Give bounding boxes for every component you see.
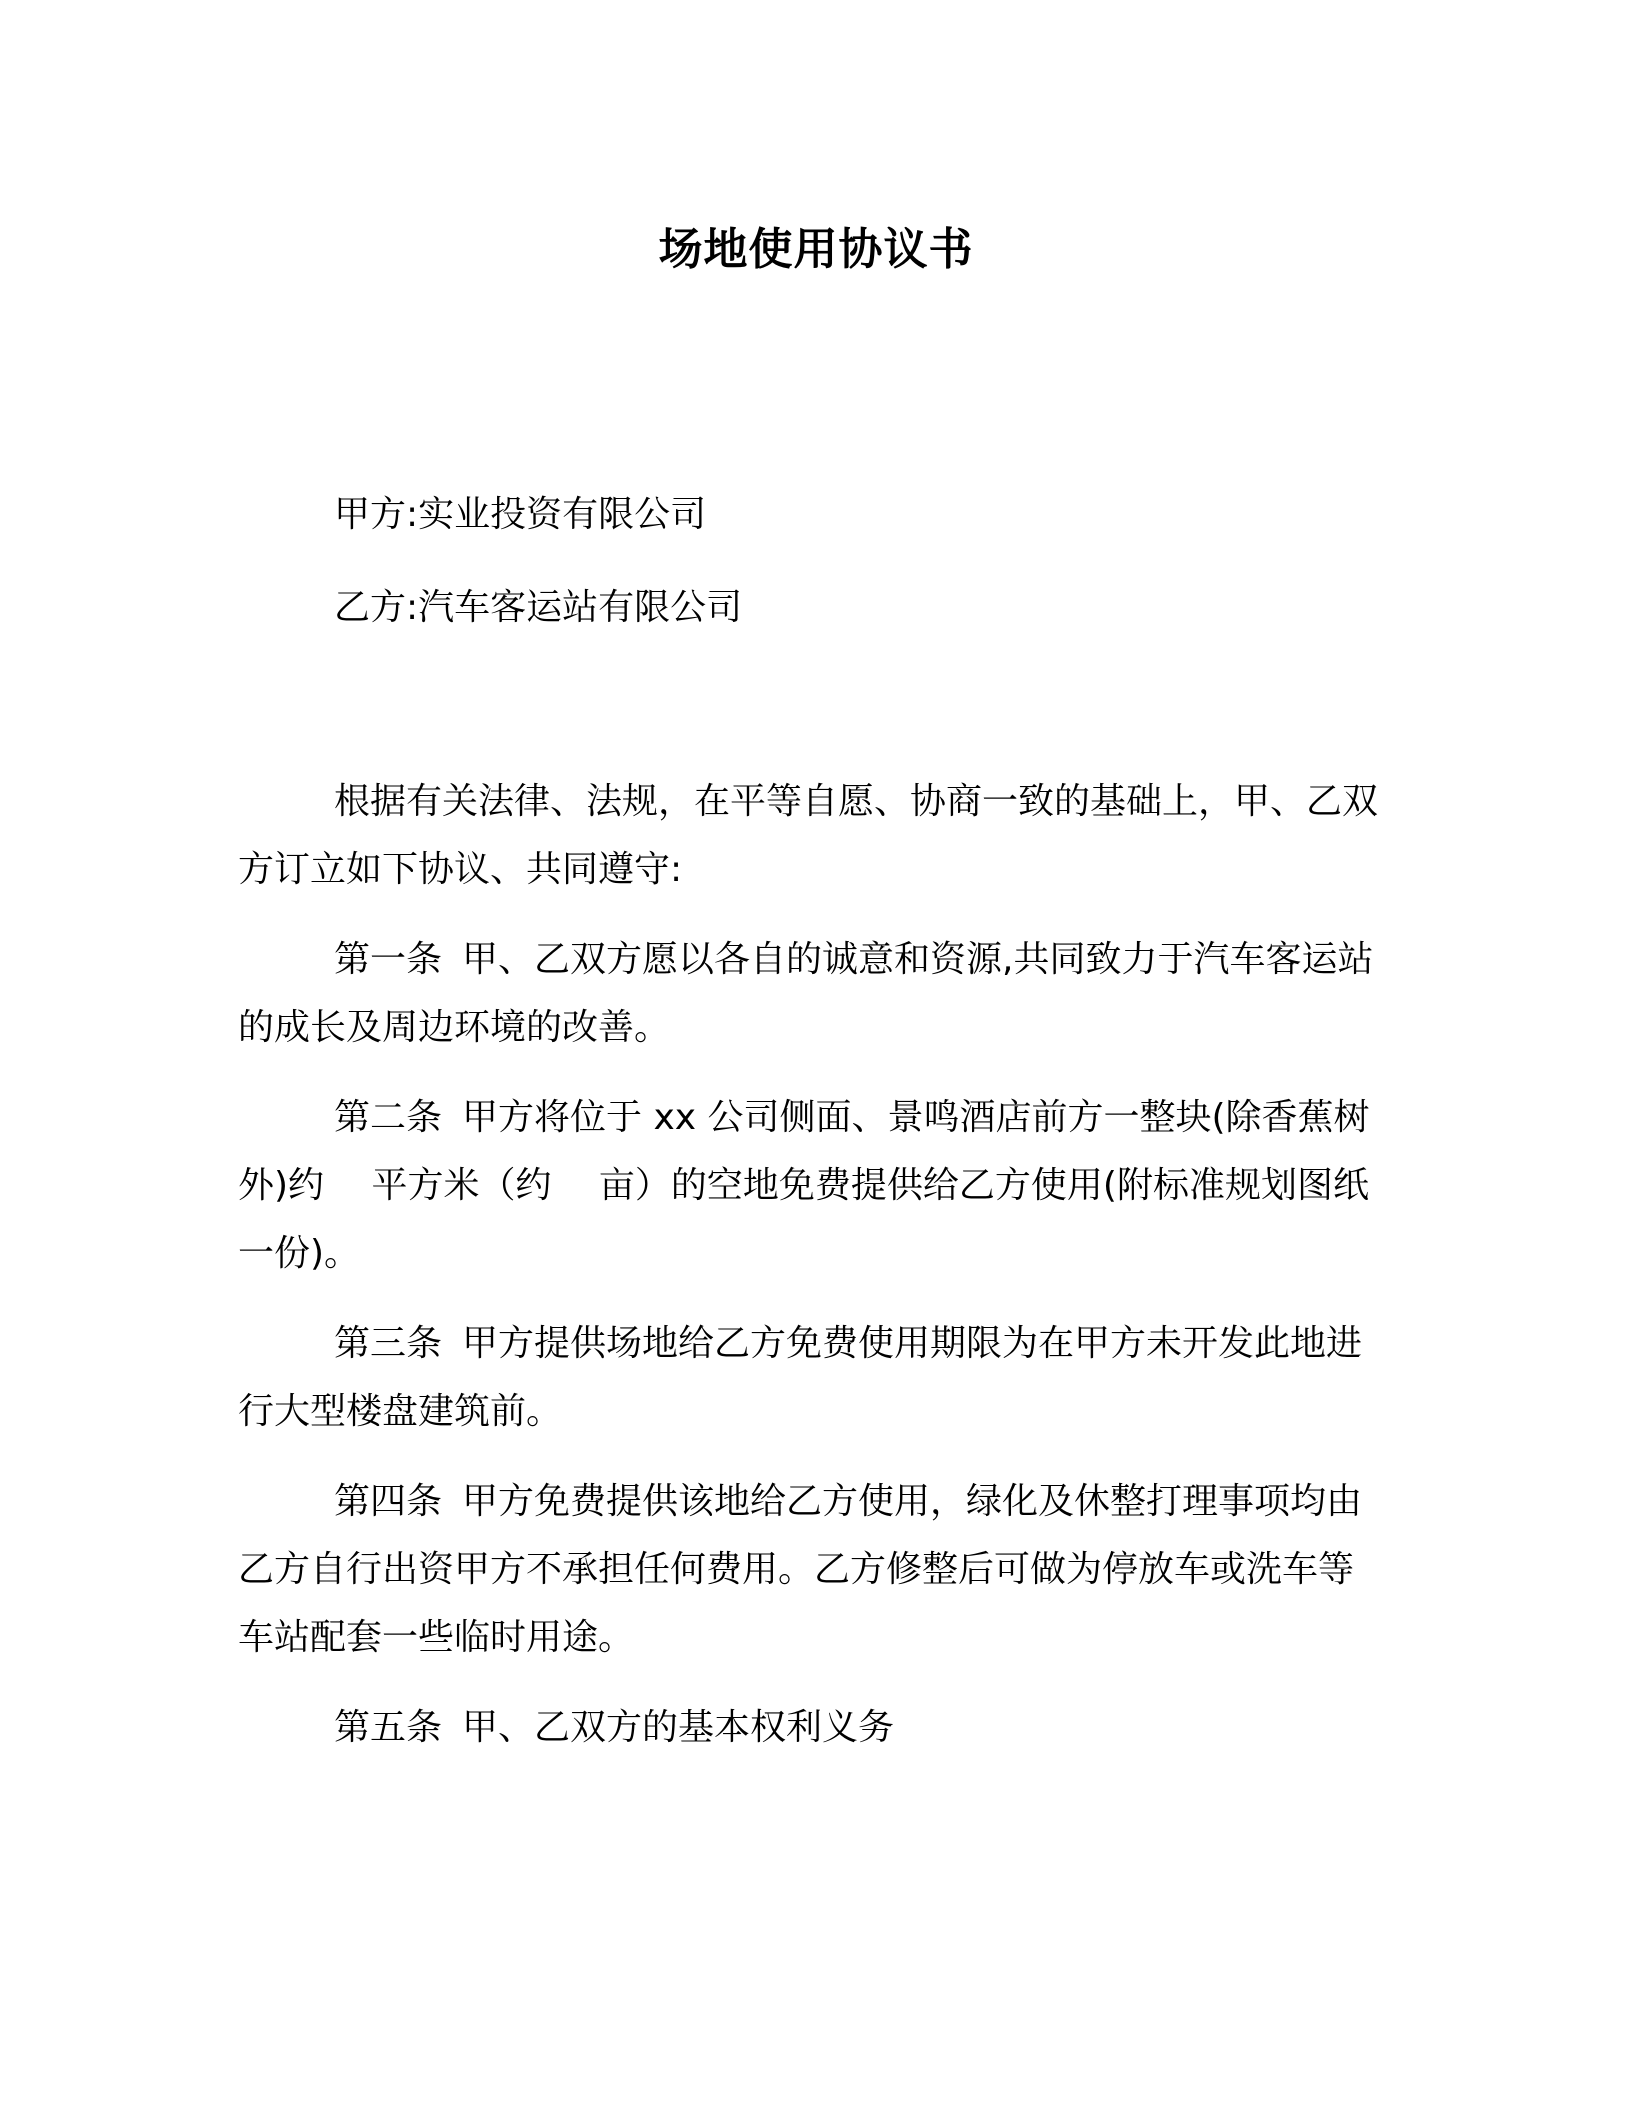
article-1 — [238, 926, 1378, 1062]
article-text: 甲方提供场地给乙方免费使用期限为在甲方未开发此地进行大型楼盘建筑前。 — [238, 1323, 1363, 1432]
article-2 — [238, 1084, 1378, 1288]
article-text: 甲方免费提供该地给乙方使用，绿化及休整打理事项均由乙方自行出资甲方不承担任何费用。乙方修整后可做为停放车或洗车等车站配套一些临时用途。 — [238, 1481, 1363, 1658]
party-b: 乙方:汽车客运站有限公司 — [334, 587, 743, 628]
document-title: 场地使用协议书 — [658, 224, 974, 275]
article-number: 第三条 — [334, 1323, 443, 1364]
article-text: 甲方将位于 xx 公司侧面、景鸣酒店前方一整块(除香蕉树外)约 平方米（约 亩）的空地免费提供给乙方使用(附标准规划图纸一份)。 — [238, 1097, 1370, 1274]
party-a: 甲方:实业投资有限公司 — [334, 494, 707, 535]
article-3 — [238, 1310, 1378, 1446]
article-4 — [238, 1468, 1378, 1672]
article-number: 第一条 — [334, 939, 443, 980]
article-5 — [238, 1694, 1378, 1762]
preamble-paragraph: 根据有关法律、法规，在平等自愿、协商一致的基础上，甲、乙双方订立如下协议、共同遵守: — [238, 781, 1379, 890]
article-number: 第二条 — [334, 1097, 443, 1138]
agreement-body — [238, 768, 1378, 1784]
article-number: 第四条 — [334, 1481, 443, 1522]
article-number: 第五条 — [334, 1707, 443, 1748]
article-text: 甲、乙双方的基本权利义务 — [462, 1707, 895, 1748]
article-text: 甲、乙双方愿以各自的诚意和资源,共同致力于汽车客运站的成长及周边环境的改善。 — [238, 939, 1374, 1048]
